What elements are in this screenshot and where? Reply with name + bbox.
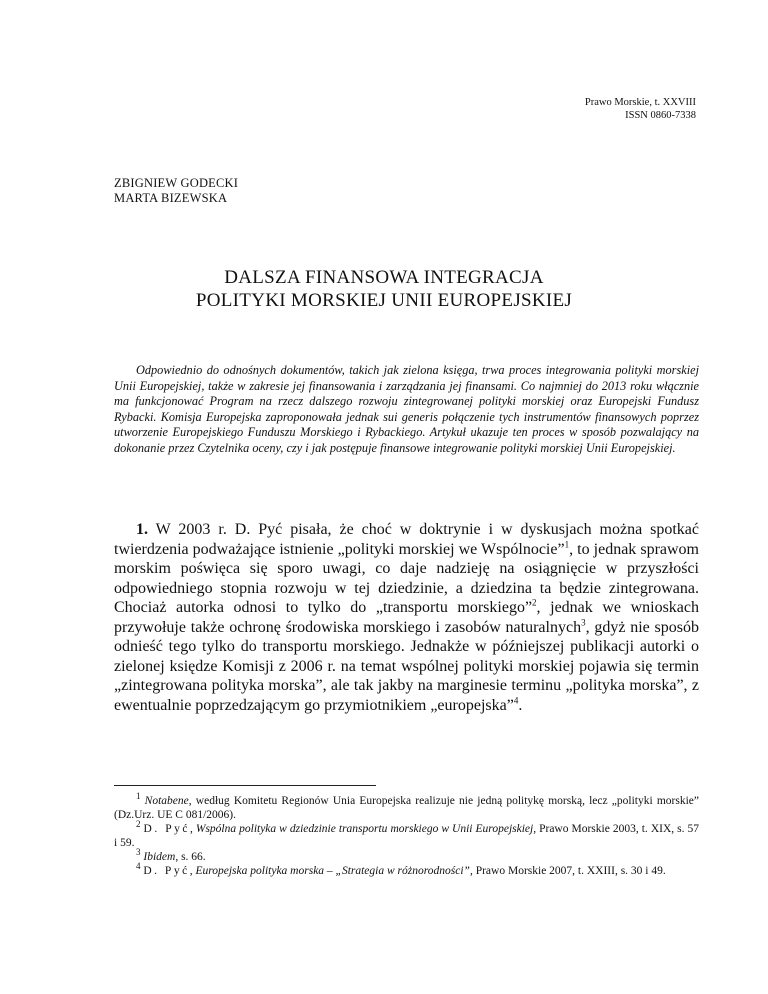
footnote-author: D. Pyć xyxy=(143,823,190,835)
footnote-number: 4 xyxy=(136,861,141,872)
footnote-text: , Prawo Morskie 2007, t. XXIII, s. 30 i 49. xyxy=(469,865,666,877)
title-line: POLITYKI MORSKIEJ UNII EUROPEJSKIEJ xyxy=(195,290,573,311)
footnote-italic: Europejska polityka morska – „Strategia w różnorodności” xyxy=(195,865,470,877)
footnote-italic: Notabene xyxy=(144,795,189,807)
journal-name: Prawo Morskie, t. XXVIII xyxy=(584,97,696,108)
body-paragraph xyxy=(114,520,699,715)
footnote-italic: Wspólna polityka w dziedzinie transportu morskiego w Unii Europejskiej xyxy=(195,823,534,835)
article-title xyxy=(0,266,768,312)
footnote-number: 2 xyxy=(136,819,141,830)
footnotes xyxy=(114,791,700,878)
footnote xyxy=(114,819,700,850)
footnote-text: , s. 66. xyxy=(175,851,206,863)
footnote-number: 1 xyxy=(136,791,141,802)
body-text: . xyxy=(518,696,523,714)
footnote xyxy=(114,861,699,878)
title-line: DALSZA FINANSOWA INTEGRACJA xyxy=(224,267,544,288)
footnote-sep: , xyxy=(189,865,196,877)
author-name: ZBIGNIEW GODECKI xyxy=(114,176,239,190)
footnote-ref[interactable]: 2 xyxy=(532,597,537,608)
footnote xyxy=(114,847,699,864)
footnote-ref[interactable]: 4 xyxy=(513,695,519,706)
footnote-sep: , xyxy=(189,823,196,835)
author-name: MARTA BIZEWSKA xyxy=(114,191,228,205)
section-number: 1. xyxy=(136,521,148,538)
body-text: , to jednak sprawom morskim poświęca się sporo uwagi, co daje nadzieję na osiągnięcie w przyszłości odpowiedniego stopnia rozwoju w tej dziedzinie, a dziedzina ta będzie zintegrowana. Chociaż autorka odnosi to tylko do „transportu morskiego” xyxy=(114,540,700,616)
body-text: W 2003 r. D. Pyć pisała, że choć w doktrynie i w dyskusjach można spotkać twierdzenia podważające istnienie „polityki morskiej we Wspólnocie” xyxy=(114,521,699,558)
abstract: Odpowiednio do odnośnych dokumentów, takich jak zielona księga, trwa proces integrowania polityki morskiej Unii Europejskiej, także w zakresie jej finansowania i zarządzania jej finansami. Co najmniej do 2013 roku włącznie ma funkcjonować Program na rzecz dalszego rozwoju zintegrowanej polityki morskiej oraz Europejski Fundusz Rybacki. Komisja Europejska zaproponowała jednak sui generis połączenie tych instrumentów finansowych poprzez utworzenie Europejskiego Funduszu Morskiego i Rybackiego. Artykuł ukazuje ten proces w sposób pozwalający na dokonanie przez Czytelnika oceny, czy i jak postępuje finansowe integrowanie polityki morskiej Unii Europejskiej. xyxy=(114,363,699,455)
footnote xyxy=(114,791,699,822)
footnote-ref[interactable]: 3 xyxy=(581,617,586,628)
footnote-text: , Prawo Morskie 2003, t. XIX, s. 57 i 59. xyxy=(114,823,700,849)
body-text: , jednak we wnioskach przywołuje także ochronę środowiska morskiego i zasobów naturalnych xyxy=(114,599,700,636)
issn: ISSN 0860-7338 xyxy=(625,109,696,121)
footnote-italic: Ibidem xyxy=(143,851,176,863)
journal-header xyxy=(585,97,696,122)
author-list xyxy=(114,176,238,206)
footnote-number: 3 xyxy=(136,847,141,858)
footnote-text: , według Komitetu Regionów Unia Europejska realizuje nie jedną politykę morską, lecz „polityki morskie” (Dz.Urz. UE C 081/2006). xyxy=(114,795,699,821)
footnote-author: D. Pyć xyxy=(143,865,190,877)
footnote-divider xyxy=(114,785,376,786)
footnote-ref[interactable]: 1 xyxy=(564,539,570,550)
body-text: , gdyż nie sposób odnieść tego tylko do transportu morskiego. Jednakże w późniejszej publikacji autorki o zielonej księdze Komisji z 2006 r. na temat wspólnej polityki morskiej pojawia się termin „zintegrowana polityka morska”, ale tak jakby na marginesie terminu „polityka morska”, z ewentualnie poprzedzającym go przymiotnikiem „europejska” xyxy=(114,618,700,714)
